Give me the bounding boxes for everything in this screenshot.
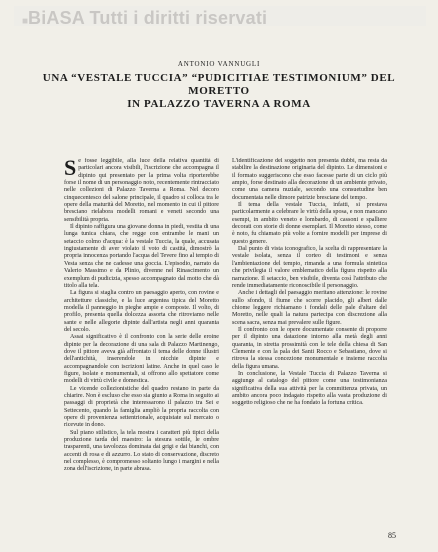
library-logo-icon: ■	[22, 16, 29, 27]
body-paragraph: La figura si staglia contro un paesaggio aperto, con rovine e architetture classiche, e la luce argentea tipica del Moretto modella il panneggio in pieghe ampie e composte. Il volto, di profilo, presenta quella dolcezza assorta che ritroviamo nelle sante e nelle allegorie dipinte dall'artista negli anni quaranta del secolo.	[64, 290, 219, 333]
body-paragraph: Il tema della vestale Tuccia, infatti, si prestava particolarmente a celebrare le virtù della sposa, e non mancano esempi, in ambito veneto e lombardo, di cassoni e spalliere decorati con storie di donne esemplari. Il Moretto stesso, come è noto, fu chiamato più volte a fornire modelli per imprese di questo genere.	[232, 202, 387, 245]
watermark-banner	[14, 6, 426, 26]
article-author: ANTONIO VANNUGLI	[177, 60, 261, 68]
body-paragraph: Il confronto con le opere documentate consente di proporre per il dipinto una datazione intorno alla metà degli anni quaranta, in stretta prossimità con le tele della chiesa di San Clemente e con la pala dei Santi Rocco e Sebastiano, dove si ritrova la stessa concezione monumentale e insieme raccolta della figura umana.	[232, 326, 387, 370]
body-paragraph: L'identificazione del soggetto non presenta dubbi, ma resta da stabilire la destinazione originaria del dipinto. Le dimensioni e il formato suggeriscono che esso facesse parte di un ciclo più ampio, forse destinato alla decorazione di un ambiente privato, come una camera nuziale, secondo una consuetudine ben documentata nelle dimore patrizie bresciane del tempo.	[232, 158, 387, 201]
page-number: 85	[388, 531, 396, 540]
right-text-column	[232, 158, 387, 533]
article-title	[20, 72, 418, 111]
article-title-line-2: IN PALAZZO TAVERNA A ROMA	[127, 98, 311, 110]
body-paragraph: Le vicende collezionistiche del quadro restano in parte da chiarire. Non è escluso che esso sia giunto a Roma in seguito ai passaggi di proprietà che interessarono il palazzo tra Sei e Settecento, quando la famiglia ampliò la propria raccolta con opere di provenienza settentrionale, acquistate sul mercato o ricevute in dono.	[64, 385, 219, 429]
left-text-column	[64, 158, 219, 533]
body-paragraph: In conclusione, la Vestale Tuccia di Palazzo Taverna si aggiunge al catalogo del pittore come una testimonianza significativa della sua attività per la committenza privata, un ambito ancora poco indagato rispetto alla vasta produzione di soggetto religioso che ne ha fondato la fortuna critica.	[232, 370, 387, 407]
article-title-line-1: UNA “VESTALE TUCCIA” “PUDICITIAE TESTIMONIUM” DEL MORETTO	[42, 72, 396, 97]
body-paragraph: Assai significativo è il confronto con la serie delle eroine dipinte per la decorazione di una sala di Palazzo Martinengo, dove il pittore aveva già affrontato il tema delle donne illustri dell'antichità, inserendole in nicchie dipinte e accompagnandole con iscrizioni latine. Anche in quel caso le figure, isolate e monumentali, si offrono allo spettatore come modelli di virtù civile e domestica.	[64, 334, 219, 385]
watermark-text: BiASA Tutti i diritti riservati	[28, 8, 268, 28]
drop-cap: S	[64, 158, 77, 180]
body-paragraph: Anche i dettagli del paesaggio meritano attenzione: le rovine sullo sfondo, il fiume che scorre placido, gli alberi dalle chiome leggere richiamano i fondali delle pale d'altare del Moretto, nelle quali la natura partecipa con discrezione alla scena sacra, senza mai prevalere sulle figure.	[232, 290, 387, 326]
body-paragraph: Sul piano stilistico, la tela mostra i caratteri più tipici della produzione tarda del maestro: la stesura sottile, le ombre trasparenti, una tavolozza dominata dai grigi e dai bianchi, con accenti di rosa e di azzurro. Lo stato di conservazione, discreto nel complesso, è compromesso soltanto lungo i margini e nella zona dell'iscrizione, in parte abrasa.	[64, 429, 219, 473]
body-paragraph: Se fosse leggibile, alla luce della relativa quantità di particolari ancora visibili, l'iscrizione che accompagna il dipinto qui presentato per la prima volta riporterebbe forse il nome di un personaggio noto, recentemente rintracciato nelle collezioni di Palazzo Taverna a Roma. Nel decoro cinquecentesco del salone principale, il quadro si colloca tra le opere della maturità del Moretto, nel momento in cui il pittore bresciano rielabora modelli romani e veneti secondo una sensibilità propria.	[64, 158, 219, 223]
body-paragraph: Il dipinto raffigura una giovane donna in piedi, vestita di una lunga tunica chiara, che regge con entrambe le mani un setaccio colmo d'acqua: è la vestale Tuccia, la quale, accusata ingiustamente di aver violato il voto di castità, dimostrò la propria innocenza portando l'acqua del Tevere fino al tempio di Vesta senza che ne cadesse una goccia. L'episodio, narrato da Valerio Massimo e da Plinio, divenne nel Rinascimento un exemplum di pudicizia, spesso accompagnato dal motto che dà titolo alla tela.	[64, 224, 219, 289]
body-paragraph: Dal punto di vista iconografico, la scelta di rappresentare la vestale isolata, senza il corteo di testimoni e senza l'ambientazione del tempio, rimanda a una formula sintetica che privilegia il valore emblematico della figura rispetto alla narrazione. Il setaccio, ben visibile, diventa così l'attributo che rende immediatamente riconoscibile il personaggio.	[232, 246, 387, 289]
